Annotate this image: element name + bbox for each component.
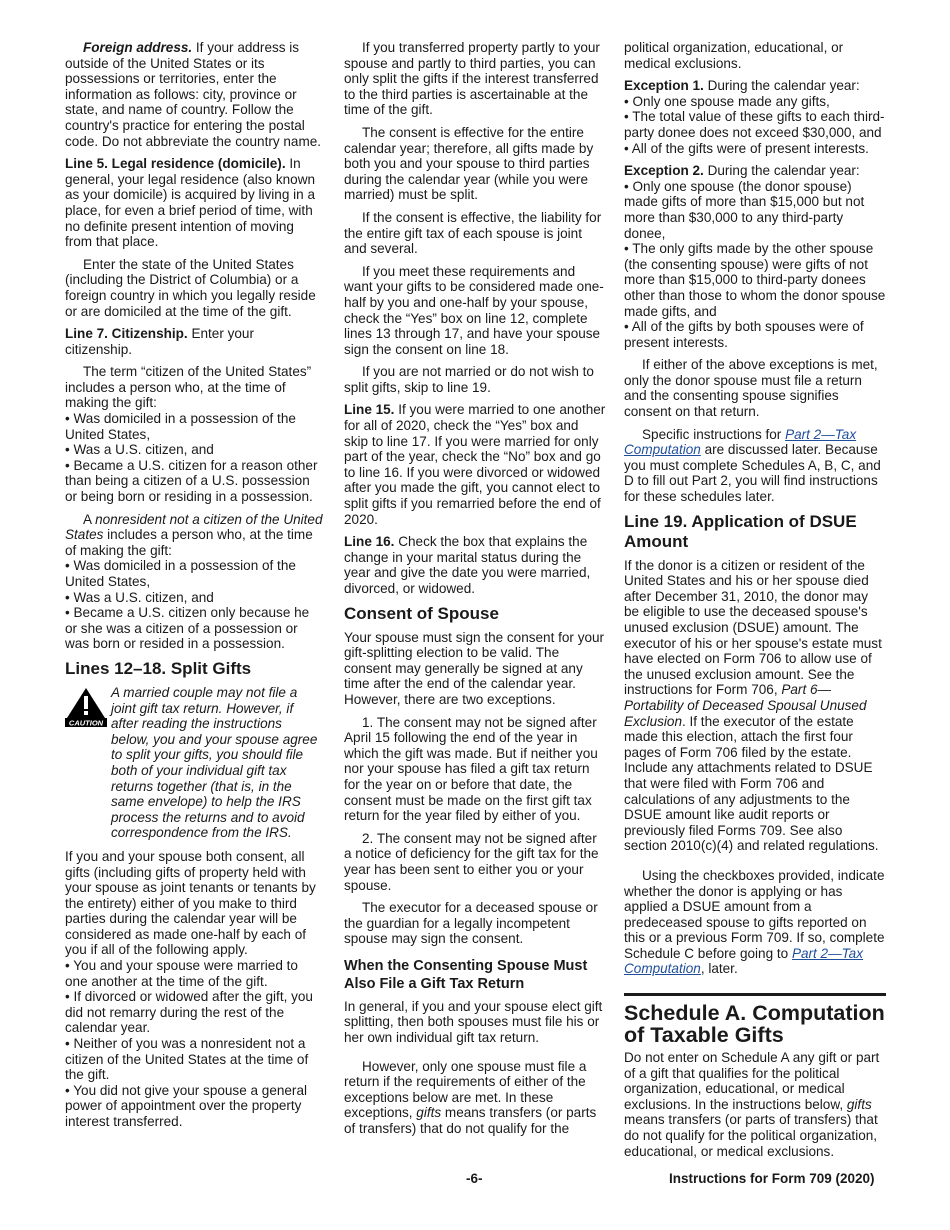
paragraph: However, only one spouse must file a return if the requirements of either of the exceptions below are met. In these exceptions, gifts means transfers (or parts of transfers) that do not qualify for the — [344, 1058, 597, 1137]
foreign-address-heading: Foreign address. — [83, 40, 193, 55]
list-item: • Was domiciled in a possession of the United States, — [65, 558, 296, 589]
exception-1-heading: Exception 1. — [624, 78, 704, 94]
list-item: • You and your spouse were married to one another at the time of the gift. — [65, 958, 298, 989]
paragraph: Your spouse must sign the consent for your gift-splitting election to be valid. The consent may generally be signed at any time after the end of the calendar year. However, there are two exceptions. — [344, 629, 605, 707]
list-item: • All of the gifts were of present interests. — [624, 140, 869, 156]
paragraph: Do not enter on Schedule A any gift or part of a gift that qualifies for the political organization, educational, or medical exclusions. In the instructions below, gifts means transfers (or parts of transfers) that do not qualify for the political organization, educational, or medical exclusions. — [624, 1050, 880, 1159]
paragraph: If either of the above exceptions is met, only the donor spouse must file a return and the consenting spouse signifies consent on that return. — [624, 357, 878, 420]
list-item: • Was domiciled in a possession of the United States, — [65, 411, 296, 442]
column-2 — [344, 40, 606, 1144]
exception-1-paragraph: Exception 1. During the calendar year: — [624, 78, 860, 94]
paragraph: Specific instructions for Part 2—Tax Computation are discussed later. Because you must complete Schedules A, B, C, and D to fill out Part 2, you will find instructions for these schedules later. — [624, 426, 881, 505]
line16-heading: Line 16. — [344, 534, 395, 550]
citizen-intro: The term “citizen of the United States” includes a person who, at the time of making the gift: — [65, 364, 312, 411]
line15-heading: Line 15. — [344, 402, 395, 418]
list-item: 2. The consent may not be signed after a notice of deficiency for the gift tax for the year has been sent to either you or your spouse. — [344, 830, 599, 893]
paragraph: If you transferred property partly to your spouse and partly to third parties, you can only split the gifts if the interest transferred to the third parties is ascertainable at the time of the gift. — [344, 40, 600, 118]
column-3 — [624, 40, 886, 1166]
list-item: • Only one spouse made any gifts, — [624, 93, 830, 109]
list-item: • Only one spouse (the donor spouse) made gifts of more than $15,000 but not more than $30,000 to any third-party donee, — [624, 178, 865, 241]
exception-2-heading: Exception 2. — [624, 163, 704, 179]
consent-of-spouse-heading: Consent of Spouse — [344, 603, 499, 623]
part2-tax-computation-link[interactable]: Part 2—Tax Computation — [624, 945, 863, 977]
consent-intro: If you and your spouse both consent, all gifts (including gifts of property held with your spouse as joint tenants or tenants by the entirety) either of you make to third parties during the calendar year will be considered as made one-half by each of you if all of the following apply. — [65, 848, 316, 958]
list-item: • The total value of these gifts to each third-party donee does not exceed $30,000, and — [624, 109, 885, 140]
exception-2-paragraph: Exception 2. During the calendar year: — [624, 163, 860, 179]
paragraph: If the donor is a citizen or resident of the United States and his or her spouse died after December 31, 2010, the donor may be eligible to use the deceased spouse's unused exclusion (DSUE) amount. The executor of his or her spouse's estate must have elected on Form 706 to allow use of the unused exclusion amount. See the instructions for Form 706, Part 6—Portability of Deceased Spousal Unused Exclusion. If the executor of the estate made this election, attach the first four pages of Form 706 filed by the estate. Include any attachments related to DSUE that were filed with Form 706 and calculations of any adjustments to the DSUE amount like audit reports or previously filed Forms 709. See also section 2010(c)(4) and related regulations. — [624, 557, 882, 854]
line19-heading: Line 19. Application of DSUE Amount — [624, 511, 857, 551]
form-title: Instructions for Form 709 (2020) — [669, 1171, 875, 1186]
line5-paragraph: Line 5. Legal residence (domicile). In general, your legal residence (also known as your domicile) is acquired by living in a place, for even a brief period of time, with no definite present intention of moving from that place. — [65, 156, 316, 250]
warning-triangle-icon — [65, 687, 107, 727]
list-item: • You did not give your spouse a general power of appointment over the property interest transferred. — [65, 1082, 307, 1129]
caution-text: A married couple may not file a joint gift tax return. However, if after reading the instructions below, you and your spouse agree to split your gifts, you should file both of your individual gift tax returns together (that is, in the same envelope) to help the IRS process the returns and to avoid correspondence from the IRS. — [111, 684, 318, 841]
caution-label: CAUTION — [68, 718, 104, 727]
paragraph: political organization, educational, or medical exclusions. — [624, 40, 844, 71]
paragraph: If you meet these requirements and want your gifts to be considered made one-half by you and one-half by your spouse, check the “Yes” box on line 12, complete lines 13 through 17, and have your spouse sign the consent on line 18. — [344, 263, 604, 357]
list-item: • All of the gifts by both spouses were of present interests. — [624, 319, 864, 350]
list-item: 1. The consent may not be signed after April 15 following the end of the year in which the gift was made. But if neither you nor your spouse has filed a gift tax return for the year on or before that date, the consent must be made on the first gift tax return for the year filed by either of you. — [344, 714, 598, 824]
line16-paragraph: Line 16. Check the box that explains the change in your marital status during the year and give the date you were married, divorced, or widowed. — [344, 534, 591, 596]
consenting-spouse-heading: When the Consenting Spouse Must Also File a Gift Tax Return — [344, 957, 588, 992]
split-gifts-heading: Lines 12–18. Split Gifts — [65, 658, 252, 678]
nonresident-intro: A nonresident not a citizen of the United States includes a person who, at the time of making the gift: — [65, 511, 323, 558]
list-item: • Was a U.S. citizen, and — [65, 442, 214, 458]
line7-heading: Line 7. Citizenship. — [65, 326, 188, 342]
line7-paragraph: Line 7. Citizenship. Enter your citizenship. — [65, 326, 254, 357]
line5-heading: Line 5. Legal residence (domicile). — [65, 156, 286, 172]
list-item: • The only gifts made by the other spouse (the consenting spouse) were gifts of not more than $15,000 to third-party donees other than those to whom the donor spouse made gifts, and — [624, 241, 886, 319]
list-item: • Became a U.S. citizen only because he or she was a citizen of a possession or was born or resided in a possession. — [65, 605, 310, 652]
paragraph: Using the checkboxes provided, indicate whether the donor is applying or has applied a DSUE amount from a predeceased spouse to gifts reported on this or a previous Form 709. If so, complete Schedule C before going to Part 2—Tax Computation, later. — [624, 867, 885, 977]
part2-tax-computation-link[interactable]: Part 2—Tax Computation — [624, 426, 857, 458]
line5-paragraph-2: Enter the state of the United States (including the District of Columbia) or a foreign country in which you legally reside or are domiciled at the time of the gift. — [65, 256, 316, 319]
caution-icon — [65, 687, 107, 727]
paragraph: If you are not married or do not wish to split gifts, skip to line 19. — [344, 364, 594, 395]
list-item: • If divorced or widowed after the gift, you did not remarry during the rest of the calendar year. — [65, 989, 313, 1036]
paragraph: In general, if you and your spouse elect gift splitting, then both spouses must file his or her own individual gift tax return. — [344, 998, 603, 1046]
line15-paragraph: Line 15. If you were married to one another for all of 2020, check the “Yes” box and skip to line 17. If you were married for only part of the year, check the “No” box and go to line 16. If you were divorced or widowed after you made the gift, you cannot elect to split gifts if you remarried before the end of 2020. — [344, 402, 606, 527]
list-item: • Was a U.S. citizen, and — [65, 589, 214, 605]
paragraph: The executor for a deceased spouse or the guardian for a legally incompetent spouse may sign the consent. — [344, 900, 598, 947]
list-item: • Neither of you was a nonresident not a citizen of the United States at the time of the gift. — [65, 1036, 309, 1083]
caution-box — [65, 685, 323, 841]
schedule-a-heading: Schedule A. Computation of Taxable Gifts — [624, 993, 886, 1046]
foreign-address-paragraph: Foreign address. If your address is outside of the United States or its possessions or territories, enter the information as follows: city, province or state, and name of country. Follow the country's practice for entering the postal code. Do not abbreviate the country name. — [65, 40, 322, 149]
paragraph: The consent is effective for the entire calendar year; therefore, all gifts made by both you and your spouse to third parties during the calendar year (while you were married) must be split. — [344, 124, 594, 203]
paragraph: If the consent is effective, the liability for the entire gift tax of each spouse is joint and several. — [344, 209, 602, 257]
list-item: • Became a U.S. citizen for a reason other than being a citizen of a U.S. possession or being born or residing in a possession. — [65, 457, 318, 505]
page-number: -6- — [466, 1171, 483, 1186]
column-1 — [65, 40, 323, 1130]
